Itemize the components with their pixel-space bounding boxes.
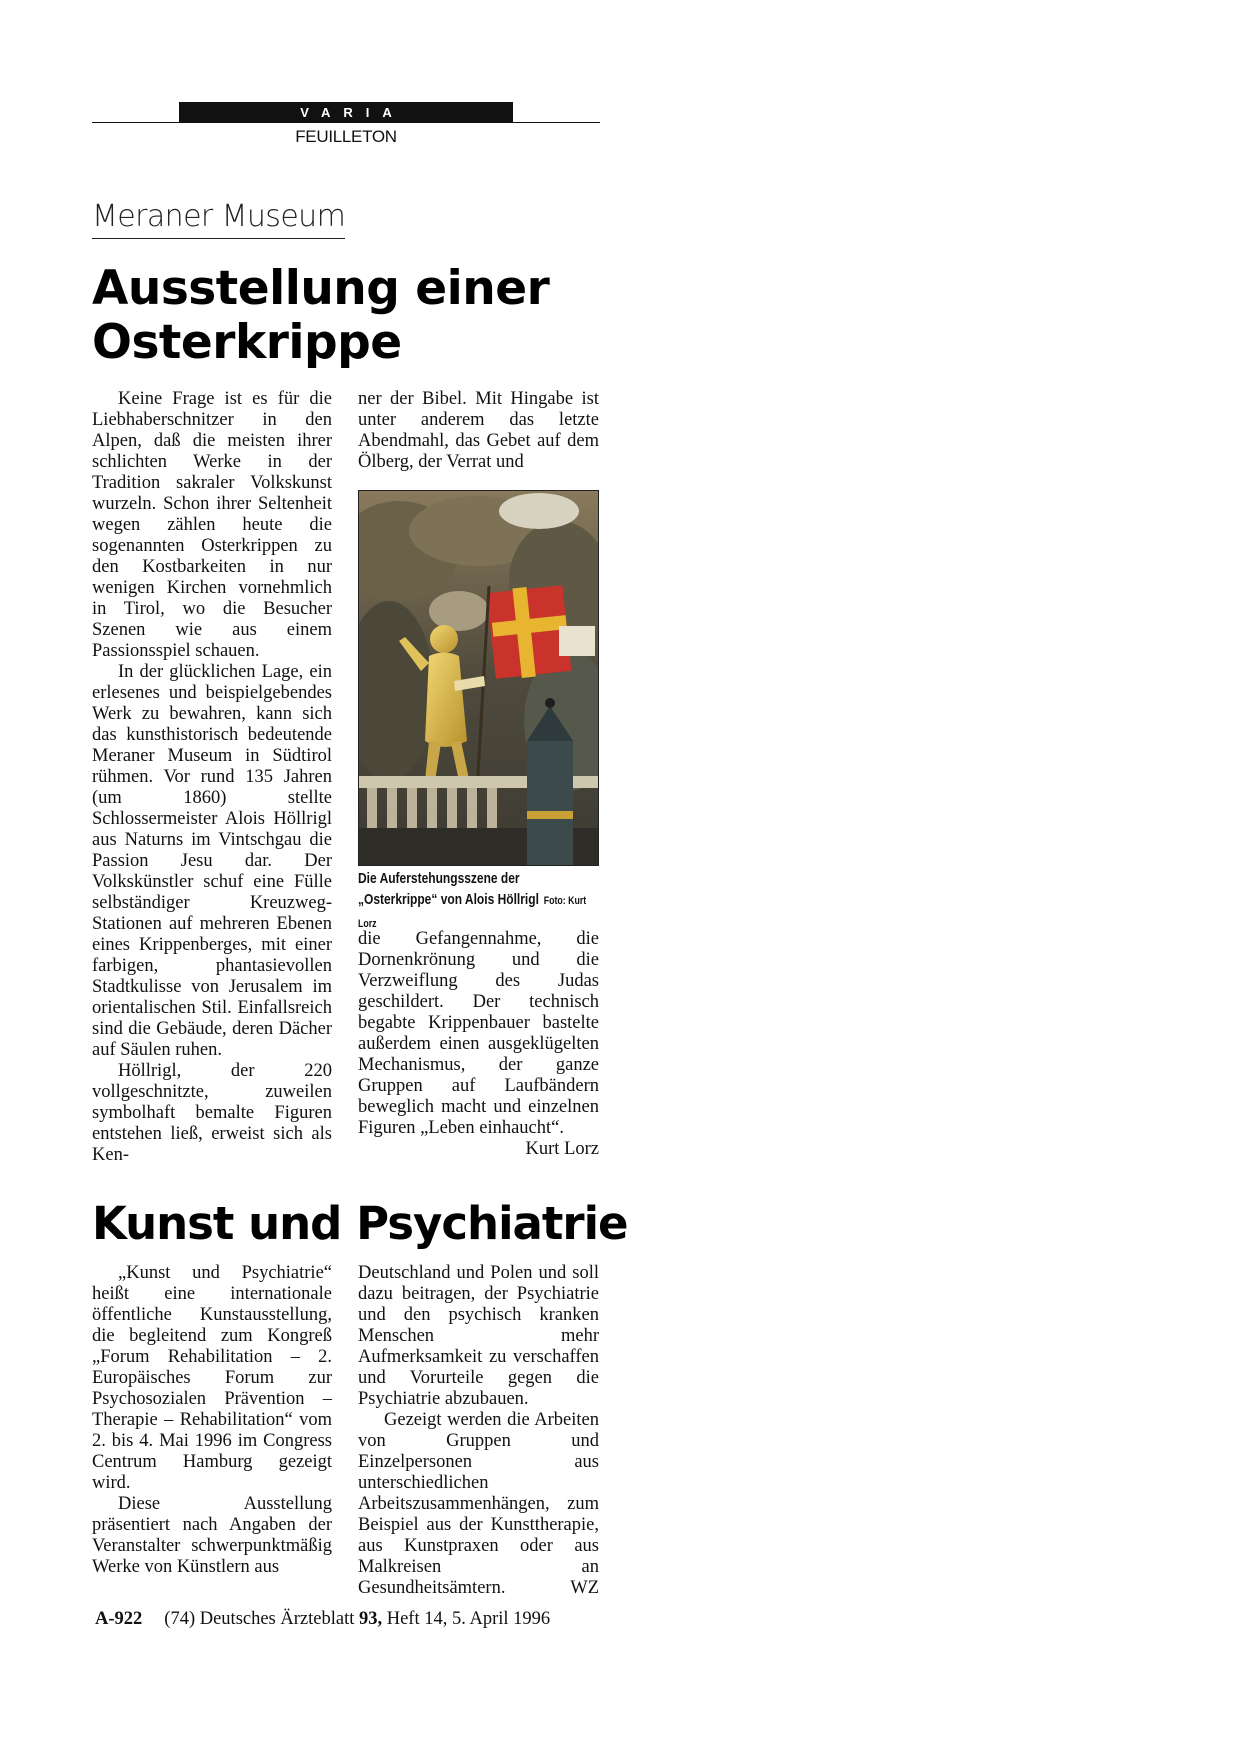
page-footer [95,1609,550,1630]
article1-paragraph: ner der Bibel. Mit Hingabe ist unter anderem das letzte Abendmahl, das Gebet auf dem Ölberg, der Verrat und [358,389,599,472]
article2-paragraph: Deutschland und Polen und soll dazu beitragen, der Psychiatrie und den psychisch kranken Menschen mehr Aufmerksamkeit zu verschaffen und Vorurteile gegen die Psychiatrie abzubauen. [358,1263,599,1409]
article1-kicker: Meraner Museum [92,199,345,239]
photo-credit: Foto: Kurt Lorz [358,895,587,930]
article1-paragraph: In der glücklichen Lage, ein erlesenes und beispielgebendes Werk zu bewahren, kann sich das kunsthistorisch bedeutende Meraner Museum in Südtirol rühmen. Vor rund 135 Jahren (um 1860) stellte Schlossermeister Alois Höllrigl aus Naturns im Vintschgau die Passion Jesu dar. Der Volkskünstler schuf eine Fülle selbständiger Kreuzweg-Stationen auf mehreren Ebenen eines Krippenberges, mit einer farbigen, phantasievollen Stadtkulisse von Jerusalem im orientalischen Stil. Einfallsreich sind die Gebäude, deren Dächer auf Säulen ruhen. [92,662,332,1060]
article1-paragraph: Keine Frage ist es für die Liebhaberschnitzer in den Alpen, daß die meisten ihrer schlichten Werke in der Tradition sakraler Volkskunst wurzeln. Schon ihrer Seltenheit wegen zählen heute die sogenannten Osterkrippen zu den Kostbarkeiten in nur wenigen Kirchen vornehmlich in Tirol, wo die Besucher Szenen wie aus einem Passionsspiel schauen. [92,389,332,661]
article2-author: WZ [570,1578,599,1598]
section-bar: VARIA [179,102,513,123]
article2-paragraph: Diese Ausstellung präsentiert nach Angaben der Veranstalter schwerpunktmäßig Werke von Künstlern aus [92,1494,332,1577]
article1-headline [92,262,549,370]
article1-paragraph [358,929,599,1159]
article1-headline-line2: Osterkrippe [92,315,402,370]
article2-paragraph: „Kunst und Psychiatrie“ heißt eine internationale öffentliche Kunstausstellung, die begleitend zum Kongreß „Forum Rehabilitation – 2. Europäisches Forum zur Psychosozialen Prävention – Therapie – Rehabilitation“ vom 2. bis 4. Mai 1996 im Congress Centrum Hamburg gezeigt wird. [92,1263,332,1493]
article1-author: Kurt Lorz [525,1139,599,1159]
subsection-label: FEUILLETON [295,127,397,146]
article1-column1 [92,389,332,1166]
article1-column2-top [358,389,599,473]
article2-headline: Kunst und Psychiatrie [92,1197,628,1250]
easter-crib-photo [358,490,599,866]
article2-closing-text: Gezeigt werden die Arbeiten von Gruppen und Einzelpersonen aus unterschiedlichen Arbeitszusammenhängen, zum Beispiel aus der Kunsttherapie, aus Kunstpraxen oder aus Malkreisen an Gesundheitsämtern. [358,1410,599,1598]
article2-paragraph [358,1410,599,1599]
page-number: A-922 [95,1609,143,1629]
article1-paragraph: Höllrigl, der 220 vollgeschnitzte, zuweilen symbolhaft bemalte Figuren entstehen ließ, erweist sich als Ken- [92,1061,332,1165]
caption-text: Die Auferstehungsszene der „Osterkrippe“ von Alois Höllrigl [358,870,539,908]
journal-volume: 93, [358,1609,383,1629]
journal-issue: Heft 14, 5. April 1996 [386,1609,551,1629]
photo-caption [358,868,598,935]
journal-name: (74) Deutsches Ärzteblatt [164,1609,355,1629]
article1-headline-line1: Ausstellung einer [92,261,550,316]
article2-column1 [92,1263,332,1578]
article2-column2 [358,1263,599,1599]
article1-column2-bottom [358,929,599,1160]
article1-closing-text: die Gefangennahme, die Dornenkrönung und die Verzweiflung des Judas geschildert. Der technisch begabte Krippenbauer bastelte außerdem einen ausgeklügelten Mechanismus, der ganze Gruppen auf Laufbändern beweglich macht und einzelnen Figuren „Leben einhaucht“. [358,929,599,1138]
